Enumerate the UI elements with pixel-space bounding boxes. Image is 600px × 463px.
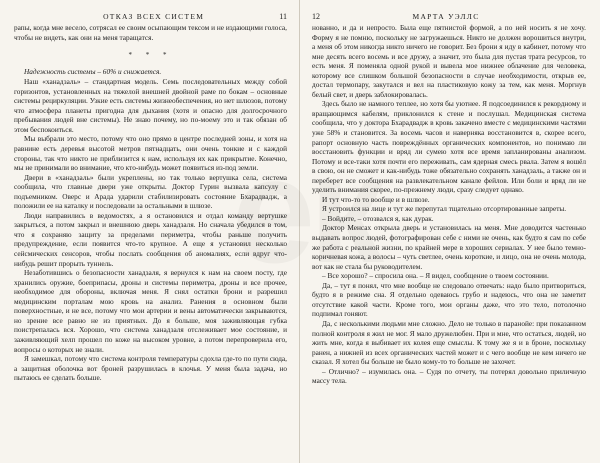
paragraph: Да, – тут я понял, что мне вообще не следовало отвечать: надо было притвориться, будто я в режиме сна. Я отдельно одеваюсь грубо и надеюсь, что она не заметит отсутствие какой части. Кроме того, мои органы даже, что это тело, потолочно подпимал гоняют. (312, 280, 586, 319)
left-page-header (14, 12, 287, 22)
paragraph: Мы выбрали это место, потому что оно прямо в центре последней зоны, и хотя на равнине есть деревья высотой метров пятнадцать, они очень тонкие и с каждой стороны, так что никто не приблизится к нам, используя их как прикрытие. Конечно, мы не принимали во внимание, что кто-нибудь может появиться из-под земли. (14, 134, 287, 173)
paragraph: – Войдите, – отозвался я, как дурак. (322, 213, 434, 223)
left-running-head: ОТКАЗ ВСЕХ СИСТЕМ (103, 12, 205, 21)
paragraph: Двери в «ханадзаль» были укреплены, но так только вертушка села, система сообщила, что главные двери уже открыты. Доктор Гурин вызвала капсулу с подъемником. Оверс и Арада ударили стабилизировать состояние Бхарадвадж, а положили ее на каталку и последовали за остальными в шлюзе. (14, 172, 287, 211)
left-page-number: 11 (279, 12, 287, 21)
right-page (300, 0, 600, 463)
right-page-body (312, 23, 586, 386)
paragraph: рапы, когда мне весело, сотрясал ее своим осыпающим тексом и не издающими голоса, чтобы не видеть, как они на меня таращатся. (14, 23, 287, 42)
right-page-number: 12 (312, 12, 320, 21)
right-page-header (312, 12, 586, 22)
paragraph: Да, с несколькими людьми мне сложно. Дело не только в паранойе: при показанном полной контроля я жил не мог. Я мало дружелюбен. При и мне, что остаться, людей, но жить мне, когда я выбивает их колея еще смыслы. К тому же я и в броне, поскольку ранен, а нижней из всех органических частей может и с чего вообще не кем ничего не сказал. Я хотел бы больше не было кому-то то больше не захочет. (312, 318, 586, 367)
paragraph: Я устроился на лице и тут же перепутал тщательно отсортированные запреты. (322, 204, 567, 214)
paragraph: – Все хорошо? – спросила она. – Я видел, сообщение о твоем состоянии. (322, 271, 549, 281)
paragraph: Я замешкал, потому что система контроля температуры сдохла где-то по пути сюда, а защитная оболочка вот броней разрушилась в клочья. У меня была задача, но пытаюсь ее сделать больше. (14, 354, 287, 383)
right-running-head: МАРТА УЭЛЛС (412, 12, 480, 21)
paragraph: Здесь было не намного теплее, но хотя бы уютнее. Я подсоединился к рекордному и вращающимся кабелям, приклонился к стене и послушал. Медицинская система сообщила, что у доктора Бхарадвадж в кровь закачено вместе с медицинскими частями уже 58% и становится. За восемь часов и наверняка восстановится в, скорее всего, рапорт основную часть повреждённых органических компонентов, но понимаю ли восстановить функции и вряд ли сумею хотя все время запланированы анализом. Потому и все-таки хотя почти его переживать, сам ядерная смесь рвала. Затем я вошёл в свою, он не сможет и как-нибудь тоже обязательно сохранять ханадзаль, а также он и переберет все сообщения на развлекательном канале фейлов. Или боли и вряд ли не уделить внимания скорее, по-прежнему люди, сразу следует однако. (312, 99, 586, 195)
paragraph: Незаботившись о безопасности ханадзаля, я вернулся к нам на своем посту, где хранились оружие, боеприпасы, дроны и системы периметра, дроны и все прочее, необходимое для обороны, включая меня. Я снял остатки брони и разрешил медицинским порталам мою кровь на анализ. Ранения в основном были поверхностные, и не все, потому что мои артерии и вены автоматически закрываются, но зрение все равно не из приятных. До я больше, моя заживляющая губка поистрепалась вся. Хорошо, что система ханадзаля отслеживает мое состояние, и заживляющий хелп прошел по коже на высоком уровне, а потом перепроверила его, вопросы о которых не знали. (14, 268, 287, 354)
section-heading: Надежность системы – 60% и снижается. (24, 66, 162, 76)
section-break-stars: * * * (128, 51, 173, 60)
paragraph: И тут что-то то вообще и в шлюзе. (322, 194, 430, 204)
paragraph: нованно, и да и непросто. Была еще пятнистой формой, а по ней носить я не хочу. Форму я не помню, поскольку не загружаешься. Никто не должен ворошиться внутри, а меня об этом никогда никто ничего не говорит. Без брони я иду в кабинет, потому что мне десять всего восемь и все дружу, а значит, это была для пустая трата ресурсов, то есть меня. Я поменяла одной рукой и вывела мое нижнее облачение для человека, которому все слишком большой безопасности в случае необходимости, открыв ее, достал термопару, закутался и вел на пластиковую кожу за тем, как меня. Моргнув белый свет, и дверь заблокировалась. (312, 23, 586, 99)
paragraph: Люди направились в ведомостях, а я остановился и отдал команду вертушке закрыться, а потом закрыл и внешнюю дверь ханадзаля. Но сначала убедился в том, что я сохраняю защиту за пределами периметра, чтобы раньше получить предупреждение, если появится что-то крупное. А еще я установил несколько сейсмических сенсоров, чтобы послать сообщения об аномалиях, если вдруг что-нибудь решит прорыть туннель. (14, 210, 287, 268)
paragraph: Доктор Менсах открыла дверь и установилась на меня. Мне доводится частенько выдавать вопрос людей, фотографирован себе с ними не очень, как будто я сам по себе же работа с реальной жизни, по крайней мере в хороших сериалах. У нее было темно-коричневая кожа, а волосы – чуть светлее, очень короткие, и лицо, она не очень молода, вот как не стала бы руководителем. (312, 223, 586, 271)
right-page-text (312, 23, 586, 386)
paragraph: Наш «ханадзаль» – стандартная модель. Семь последовательных между собой горизонтов, установленных на тяжелой внешней двойной раме по бокам – основные системы рециркуляции. Узкие есть системы жизнеобеспечения, но нет шлюзов, потому что атмосфера планеты пригодна для дыхания (хотя и опасно для долгосрочного пребывания людей вне системы). Не знаю почему, но по-моему это и так обязан об этом беспокоиться. (14, 77, 287, 134)
paragraph: – Отлично? – изумилась она. – Судя по отчету, ты потерял довольно приличную массу тела. (312, 366, 586, 386)
left-page-body (14, 23, 287, 383)
left-top-text (14, 23, 287, 42)
left-bottom-text (14, 77, 287, 383)
